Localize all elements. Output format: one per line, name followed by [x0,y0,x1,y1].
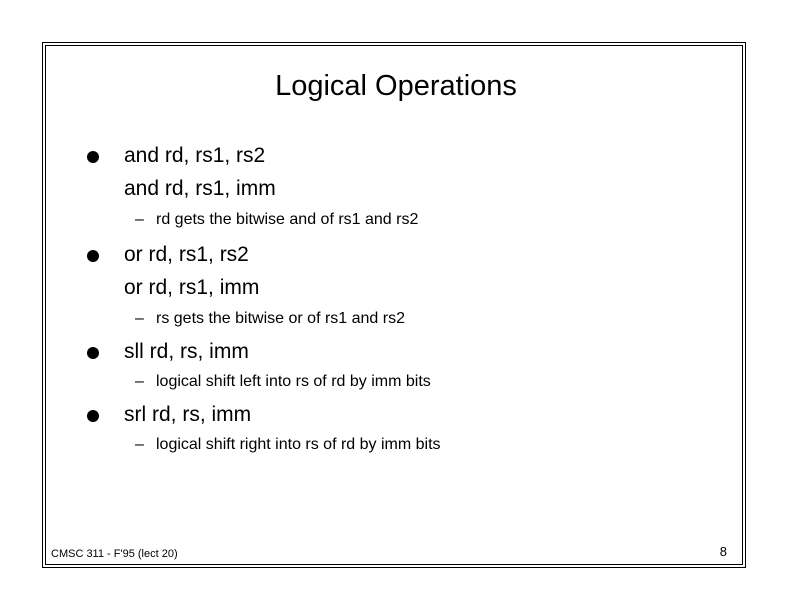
sub-bullet-text: logical shift left into rs of rd by imm bits [156,373,431,390]
bullet-line: and rd, rs1, rs2 [124,144,266,167]
slide-title: Logical Operations [275,70,517,102]
bullet-line: or rd, rs1, imm [124,276,260,299]
bullet-line: and rd, rs1, imm [124,177,276,200]
slide-frame [42,42,746,568]
bullet-line: srl rd, rs, imm [124,403,252,426]
slide-frame-inner [45,45,743,565]
sub-bullet-text: rd gets the bitwise and of rs1 and rs2 [156,211,419,228]
sub-dash: – [135,211,144,228]
footer-page-number: 8 [719,544,727,559]
bullet-dot [87,347,99,359]
footer-course: CMSC 311 - F'95 (lect 20) [51,548,178,560]
sub-dash: – [135,310,144,327]
bullet-dot [87,410,99,422]
bullet-line: or rd, rs1, rs2 [124,243,249,266]
sub-bullet-text: rs gets the bitwise or of rs1 and rs2 [156,310,405,327]
sub-dash: – [135,436,144,453]
sub-bullet-text: logical shift right into rs of rd by imm bits [156,436,441,453]
sub-dash: – [135,373,144,390]
bullet-dot [87,250,99,262]
bullet-line: sll rd, rs, imm [124,340,249,363]
bullet-dot [87,151,99,163]
